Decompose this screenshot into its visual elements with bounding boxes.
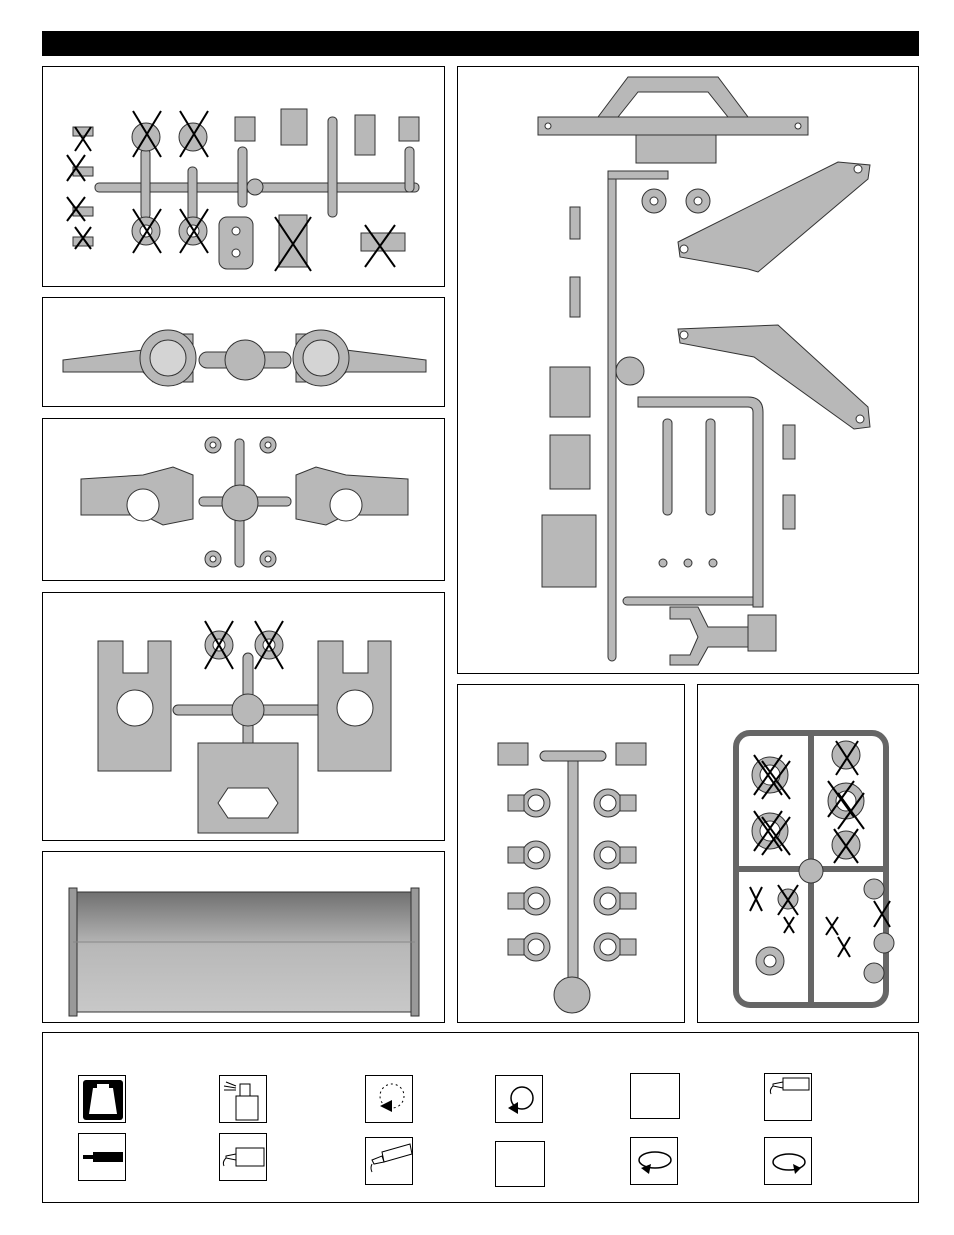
bumper-and-arms-tree bbox=[457, 66, 919, 674]
front-steering-knuckles bbox=[42, 297, 445, 407]
blank-box-icon bbox=[630, 1073, 680, 1119]
threadlock-tube-icon bbox=[365, 1137, 413, 1185]
rear-wing bbox=[42, 851, 445, 1023]
header-bar bbox=[42, 31, 919, 56]
rear-hub-carriers-b bbox=[42, 592, 445, 841]
small-parts-tree-b bbox=[697, 684, 919, 1023]
blank-box-icon bbox=[495, 1141, 545, 1187]
symbol-legend bbox=[42, 1032, 919, 1203]
spray-bottle-icon bbox=[219, 1075, 267, 1123]
small-parts-tree-a bbox=[42, 66, 445, 287]
instant-glue-icon bbox=[78, 1075, 126, 1123]
grease-tube-icon bbox=[764, 1073, 812, 1121]
tighten-dotted-icon bbox=[365, 1075, 413, 1123]
rotate-up-icon bbox=[630, 1137, 678, 1185]
rod-ends-tree bbox=[457, 684, 685, 1023]
oil-bottle-icon bbox=[219, 1133, 267, 1181]
battery-tool-icon bbox=[78, 1133, 126, 1181]
rear-hub-carriers bbox=[42, 418, 445, 581]
rotate-counterclockwise-icon bbox=[495, 1075, 543, 1123]
rotate-down-icon bbox=[764, 1137, 812, 1185]
